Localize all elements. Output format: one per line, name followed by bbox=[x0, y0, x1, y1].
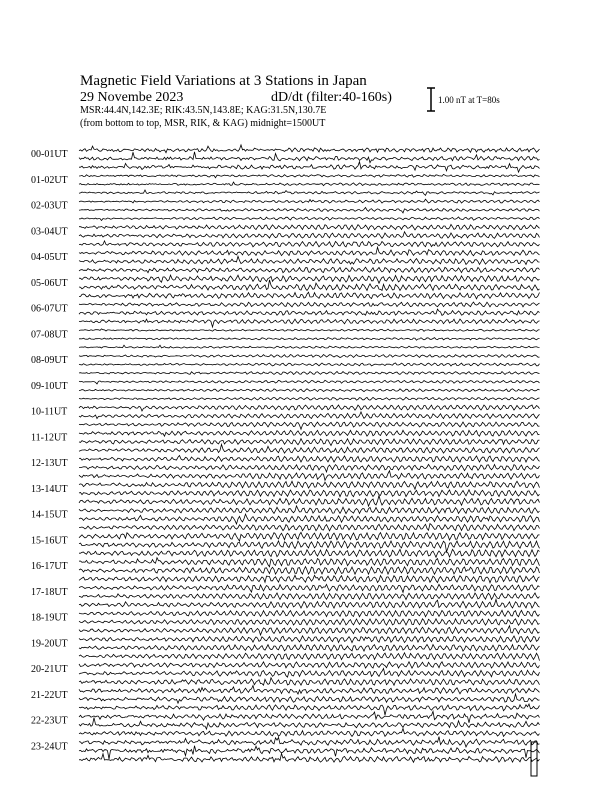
hour-label-17-18ut: 17-18UT bbox=[31, 586, 68, 598]
hour-label-06-07ut: 06-07UT bbox=[31, 303, 68, 315]
trace-msr-10-11ut bbox=[79, 422, 540, 429]
hour-label-08-09ut: 08-09UT bbox=[31, 355, 68, 366]
trace-msr-18-19ut bbox=[79, 626, 540, 635]
trace-kag-02-03ut bbox=[79, 199, 540, 203]
hour-label-07-08ut: 07-08UT bbox=[31, 329, 68, 341]
hour-label-04-05ut: 04-05UT bbox=[31, 252, 68, 263]
trace-kag-08-09ut bbox=[79, 355, 540, 358]
trace-rik-08-09ut bbox=[79, 363, 540, 366]
scale-bar bbox=[427, 88, 500, 111]
hour-label-13-14ut: 13-14UT bbox=[31, 483, 68, 495]
trace-msr-12-13ut bbox=[79, 471, 540, 481]
hour-label-02-03ut: 02-03UT bbox=[31, 200, 68, 212]
trace-kag-12-13ut bbox=[79, 456, 540, 463]
trace-msr-02-03ut bbox=[79, 217, 540, 221]
trace-kag-22-23ut bbox=[79, 711, 540, 722]
trace-kag-00-01ut bbox=[79, 145, 540, 153]
trace-rik-01-02ut bbox=[79, 182, 540, 186]
hour-row-labels bbox=[31, 149, 68, 752]
trace-kag-10-11ut bbox=[79, 405, 540, 411]
trace-msr-08-09ut bbox=[79, 372, 540, 375]
trace-msr-06-07ut bbox=[79, 319, 540, 327]
trace-rik-19-20ut bbox=[79, 645, 540, 652]
hour-label-18-19ut: 18-19UT bbox=[31, 612, 68, 624]
chart-title: Magnetic Field Variations at 3 Stations in Japan bbox=[80, 73, 367, 89]
trace-rik-06-07ut bbox=[79, 309, 540, 315]
trace-rik-10-11ut bbox=[79, 412, 540, 419]
trace-msr-16-17ut bbox=[79, 575, 540, 582]
trace-kag-14-15ut bbox=[79, 506, 540, 514]
trace-msr-20-21ut bbox=[79, 678, 540, 685]
trace-msr-13-14ut bbox=[79, 495, 540, 506]
trace-rik-17-18ut bbox=[79, 593, 540, 600]
hour-label-15-16ut: 15-16UT bbox=[31, 535, 68, 547]
trace-kag-05-06ut bbox=[79, 275, 540, 283]
hour-label-09-10ut: 09-10UT bbox=[31, 380, 68, 392]
trace-msr-23-24ut bbox=[79, 753, 540, 762]
hour-label-23-24ut: 23-24UT bbox=[31, 741, 68, 753]
trace-msr-05-06ut bbox=[79, 292, 540, 299]
trace-rik-15-16ut bbox=[79, 541, 540, 552]
trace-msr-14-15ut bbox=[79, 524, 540, 531]
end-marker-box bbox=[531, 742, 537, 776]
trace-msr-01-02ut bbox=[79, 190, 540, 195]
trace-msr-07-08ut bbox=[79, 345, 540, 348]
trace-rik-05-06ut bbox=[79, 280, 540, 291]
trace-rik-12-13ut bbox=[79, 464, 540, 472]
hour-label-21-22ut: 21-22UT bbox=[31, 689, 68, 701]
trace-kag-13-14ut bbox=[79, 481, 540, 489]
trace-rik-03-04ut bbox=[79, 232, 540, 239]
hour-label-12-13ut: 12-13UT bbox=[31, 458, 68, 469]
hour-label-11-12ut: 11-12UT bbox=[31, 432, 68, 444]
trace-rik-23-24ut bbox=[79, 746, 540, 759]
trace-kag-01-02ut bbox=[79, 174, 540, 177]
hour-label-20-21ut: 20-21UT bbox=[31, 664, 68, 675]
trace-rik-14-15ut bbox=[79, 514, 540, 524]
chart-date: 29 Novembe 2023 bbox=[80, 90, 184, 105]
trace-rik-04-05ut bbox=[79, 256, 540, 264]
trace-rik-21-22ut bbox=[79, 694, 540, 703]
trace-kag-03-04ut bbox=[79, 225, 540, 230]
trace-rik-16-17ut bbox=[79, 567, 540, 575]
trace-rik-11-12ut bbox=[79, 439, 540, 446]
trace-kag-11-12ut bbox=[79, 430, 540, 436]
trace-kag-06-07ut bbox=[79, 302, 540, 307]
trace-kag-15-16ut bbox=[79, 532, 540, 541]
trace-kag-23-24ut bbox=[79, 737, 540, 747]
station-coordinates: MSR:44.4N,142.3E; RIK:43.5N,143.8E; KAG:31.5N,130.7E bbox=[80, 105, 327, 116]
trace-msr-19-20ut bbox=[79, 653, 540, 661]
trace-kag-04-05ut bbox=[79, 247, 540, 256]
trace-rik-13-14ut bbox=[79, 490, 540, 497]
trace-msr-00-01ut bbox=[79, 162, 540, 172]
station-order-note: (from bottom to top, MSR, RIK, & KAG) midnight=1500UT bbox=[80, 118, 326, 129]
hour-label-03-04ut: 03-04UT bbox=[31, 226, 68, 238]
chart-filter: dD/dt (filter:40-160s) bbox=[271, 90, 392, 105]
scale-bar-label: 1.00 nT at T=80s bbox=[438, 95, 500, 105]
trace-kag-17-18ut bbox=[79, 584, 540, 592]
hour-label-01-02ut: 01-02UT bbox=[31, 174, 68, 186]
trace-rik-00-01ut bbox=[79, 152, 540, 163]
hour-label-00-01ut: 00-01UT bbox=[31, 149, 68, 160]
trace-msr-09-10ut bbox=[79, 397, 540, 400]
trace-msr-03-04ut bbox=[79, 241, 540, 247]
trace-kag-07-08ut bbox=[79, 329, 540, 332]
trace-kag-21-22ut bbox=[79, 686, 540, 695]
trace-rik-09-10ut bbox=[79, 389, 540, 392]
hour-label-22-23ut: 22-23UT bbox=[31, 715, 68, 727]
hour-label-10-11ut: 10-11UT bbox=[31, 406, 68, 418]
trace-msr-17-18ut bbox=[79, 599, 540, 608]
hour-label-05-06ut: 05-06UT bbox=[31, 277, 68, 289]
trace-msr-04-05ut bbox=[79, 267, 540, 273]
trace-rik-22-23ut bbox=[79, 718, 540, 730]
trace-msr-22-23ut bbox=[79, 729, 540, 737]
trace-kag-19-20ut bbox=[79, 636, 540, 643]
hour-label-19-20ut: 19-20UT bbox=[31, 638, 68, 650]
trace-kag-18-19ut bbox=[79, 610, 540, 616]
hour-label-16-17ut: 16-17UT bbox=[31, 561, 68, 572]
magnetic-traces bbox=[79, 145, 540, 762]
trace-msr-21-22ut bbox=[79, 704, 540, 715]
trace-rik-20-21ut bbox=[79, 669, 540, 678]
trace-kag-20-21ut bbox=[79, 662, 540, 668]
trace-kag-16-17ut bbox=[79, 558, 540, 567]
trace-msr-15-16ut bbox=[79, 549, 540, 557]
trace-rik-07-08ut bbox=[79, 338, 540, 341]
trace-rik-02-03ut bbox=[79, 208, 540, 213]
hour-label-14-15ut: 14-15UT bbox=[31, 509, 68, 521]
trace-msr-11-12ut bbox=[79, 444, 540, 453]
trace-rik-18-19ut bbox=[79, 619, 540, 625]
trace-kag-09-10ut bbox=[79, 380, 540, 384]
